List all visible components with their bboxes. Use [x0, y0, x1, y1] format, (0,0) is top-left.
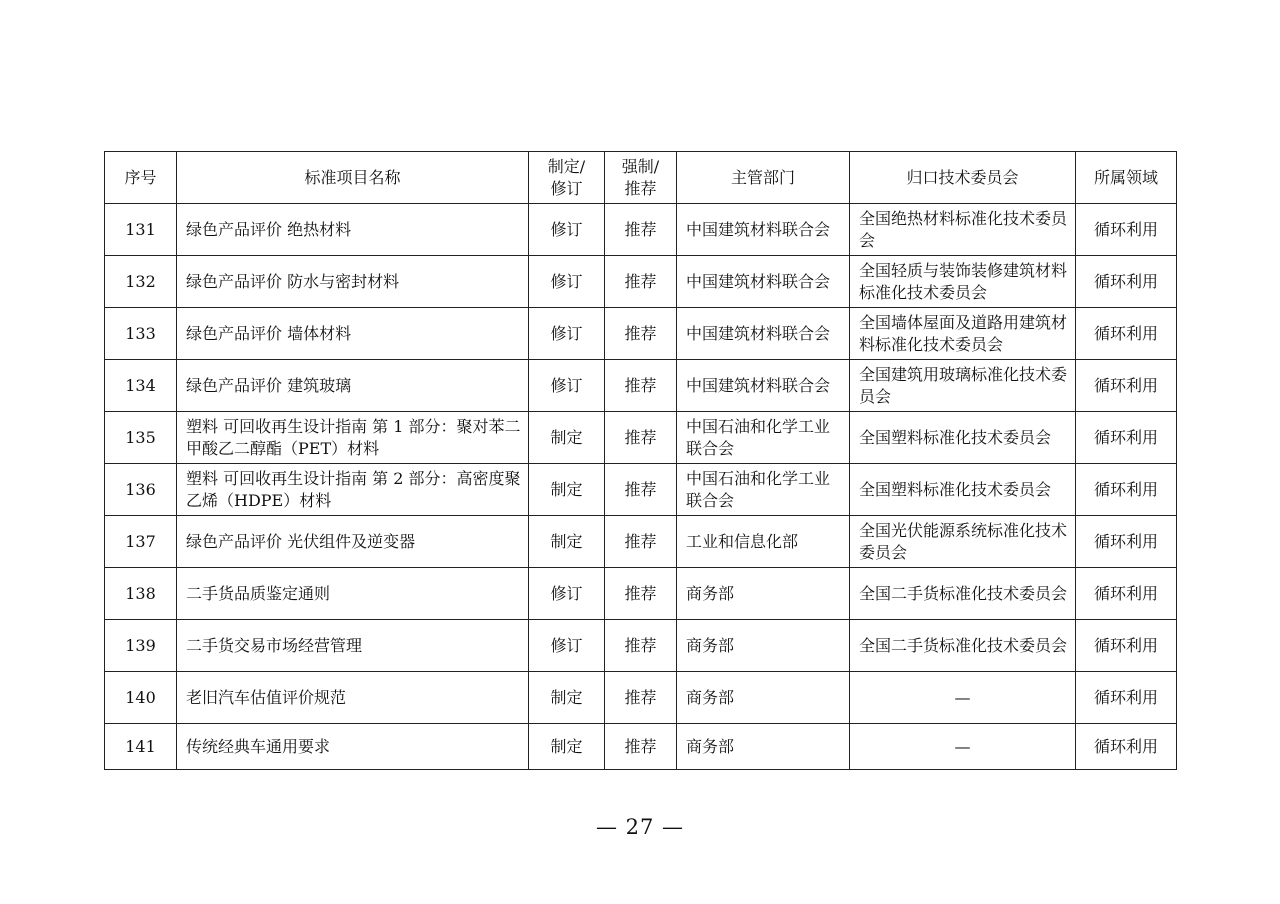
cell-dept: 商务部 — [677, 620, 850, 672]
header-force — [605, 152, 677, 204]
cell-dept: 工业和信息化部 — [677, 516, 850, 568]
cell-field: 循环利用 — [1076, 672, 1177, 724]
cell-dept: 中国石油和化学工业联合会 — [677, 464, 850, 516]
cell-committee: — — [850, 724, 1076, 770]
cell-field: 循环利用 — [1076, 412, 1177, 464]
cell-dept: 中国石油和化学工业联合会 — [677, 412, 850, 464]
cell-field: 循环利用 — [1076, 568, 1177, 620]
cell-field: 循环利用 — [1076, 256, 1177, 308]
cell-force: 推荐 — [605, 620, 677, 672]
header-type — [529, 152, 605, 204]
cell-name: 二手货品质鉴定通则 — [177, 568, 529, 620]
cell-seq: 140 — [105, 672, 177, 724]
cell-committee: 全国光伏能源系统标准化技术委员会 — [850, 516, 1076, 568]
standards-table — [104, 151, 1177, 770]
cell-force: 推荐 — [605, 724, 677, 770]
cell-committee: 全国建筑用玻璃标准化技术委员会 — [850, 360, 1076, 412]
cell-seq: 136 — [105, 464, 177, 516]
cell-seq: 141 — [105, 724, 177, 770]
table-row — [105, 360, 1177, 412]
header-force-line2: 推荐 — [624, 178, 657, 198]
table-header-row — [105, 152, 1177, 204]
cell-seq: 135 — [105, 412, 177, 464]
cell-committee: 全国墙体屋面及道路用建筑材料标准化技术委员会 — [850, 308, 1076, 360]
cell-committee: 全国二手货标准化技术委员会 — [850, 620, 1076, 672]
cell-force: 推荐 — [605, 204, 677, 256]
table-row — [105, 516, 1177, 568]
cell-type: 修订 — [529, 568, 605, 620]
table-row — [105, 672, 1177, 724]
cell-force: 推荐 — [605, 308, 677, 360]
cell-name: 绿色产品评价 建筑玻璃 — [177, 360, 529, 412]
cell-committee: 全国塑料标准化技术委员会 — [850, 412, 1076, 464]
cell-seq: 138 — [105, 568, 177, 620]
cell-dept: 商务部 — [677, 568, 850, 620]
cell-type: 修订 — [529, 620, 605, 672]
table-row — [105, 724, 1177, 770]
cell-committee: — — [850, 672, 1076, 724]
cell-committee: 全国塑料标准化技术委员会 — [850, 464, 1076, 516]
table-row — [105, 568, 1177, 620]
cell-force: 推荐 — [605, 360, 677, 412]
cell-type: 修订 — [529, 256, 605, 308]
cell-seq: 133 — [105, 308, 177, 360]
cell-committee: 全国二手货标准化技术委员会 — [850, 568, 1076, 620]
header-committee: 归口技术委员会 — [850, 152, 1076, 204]
table-row — [105, 204, 1177, 256]
cell-name: 绿色产品评价 防水与密封材料 — [177, 256, 529, 308]
cell-field: 循环利用 — [1076, 516, 1177, 568]
cell-seq: 131 — [105, 204, 177, 256]
cell-field: 循环利用 — [1076, 620, 1177, 672]
cell-dept: 中国建筑材料联合会 — [677, 360, 850, 412]
cell-name: 绿色产品评价 光伏组件及逆变器 — [177, 516, 529, 568]
cell-force: 推荐 — [605, 412, 677, 464]
cell-committee: 全国轻质与装饰装修建筑材料标准化技术委员会 — [850, 256, 1076, 308]
cell-type: 制定 — [529, 516, 605, 568]
cell-type: 制定 — [529, 412, 605, 464]
cell-name: 传统经典车通用要求 — [177, 724, 529, 770]
cell-type: 修订 — [529, 308, 605, 360]
cell-field: 循环利用 — [1076, 464, 1177, 516]
cell-force: 推荐 — [605, 672, 677, 724]
header-field: 所属领域 — [1076, 152, 1177, 204]
header-dept: 主管部门 — [677, 152, 850, 204]
cell-type: 制定 — [529, 672, 605, 724]
table-row — [105, 256, 1177, 308]
table-row — [105, 620, 1177, 672]
header-seq: 序号 — [105, 152, 177, 204]
header-type-line1: 制定/ — [547, 156, 586, 176]
page-number: — 27 — — [595, 815, 685, 839]
header-force-line1: 强制/ — [621, 156, 660, 176]
cell-dept: 商务部 — [677, 724, 850, 770]
cell-type: 制定 — [529, 464, 605, 516]
cell-name: 绿色产品评价 墙体材料 — [177, 308, 529, 360]
cell-seq: 132 — [105, 256, 177, 308]
table-row — [105, 412, 1177, 464]
cell-dept: 中国建筑材料联合会 — [677, 204, 850, 256]
cell-seq: 134 — [105, 360, 177, 412]
cell-committee: 全国绝热材料标准化技术委员会 — [850, 204, 1076, 256]
cell-name: 塑料 可回收再生设计指南 第 2 部分：高密度聚乙烯（HDPE）材料 — [177, 464, 529, 516]
cell-seq: 137 — [105, 516, 177, 568]
table-row — [105, 464, 1177, 516]
cell-name: 二手货交易市场经营管理 — [177, 620, 529, 672]
header-name: 标准项目名称 — [177, 152, 529, 204]
cell-dept: 中国建筑材料联合会 — [677, 256, 850, 308]
cell-field: 循环利用 — [1076, 724, 1177, 770]
cell-seq: 139 — [105, 620, 177, 672]
header-type-line2: 修订 — [550, 178, 583, 198]
table-row — [105, 308, 1177, 360]
cell-name: 绿色产品评价 绝热材料 — [177, 204, 529, 256]
cell-type: 制定 — [529, 724, 605, 770]
cell-dept: 中国建筑材料联合会 — [677, 308, 850, 360]
cell-field: 循环利用 — [1076, 204, 1177, 256]
cell-field: 循环利用 — [1076, 308, 1177, 360]
cell-force: 推荐 — [605, 516, 677, 568]
cell-field: 循环利用 — [1076, 360, 1177, 412]
cell-name: 塑料 可回收再生设计指南 第 1 部分：聚对苯二甲酸乙二醇酯（PET）材料 — [177, 412, 529, 464]
cell-force: 推荐 — [605, 568, 677, 620]
cell-force: 推荐 — [605, 256, 677, 308]
cell-type: 修订 — [529, 360, 605, 412]
cell-dept: 商务部 — [677, 672, 850, 724]
cell-name: 老旧汽车估值评价规范 — [177, 672, 529, 724]
cell-force: 推荐 — [605, 464, 677, 516]
cell-type: 修订 — [529, 204, 605, 256]
